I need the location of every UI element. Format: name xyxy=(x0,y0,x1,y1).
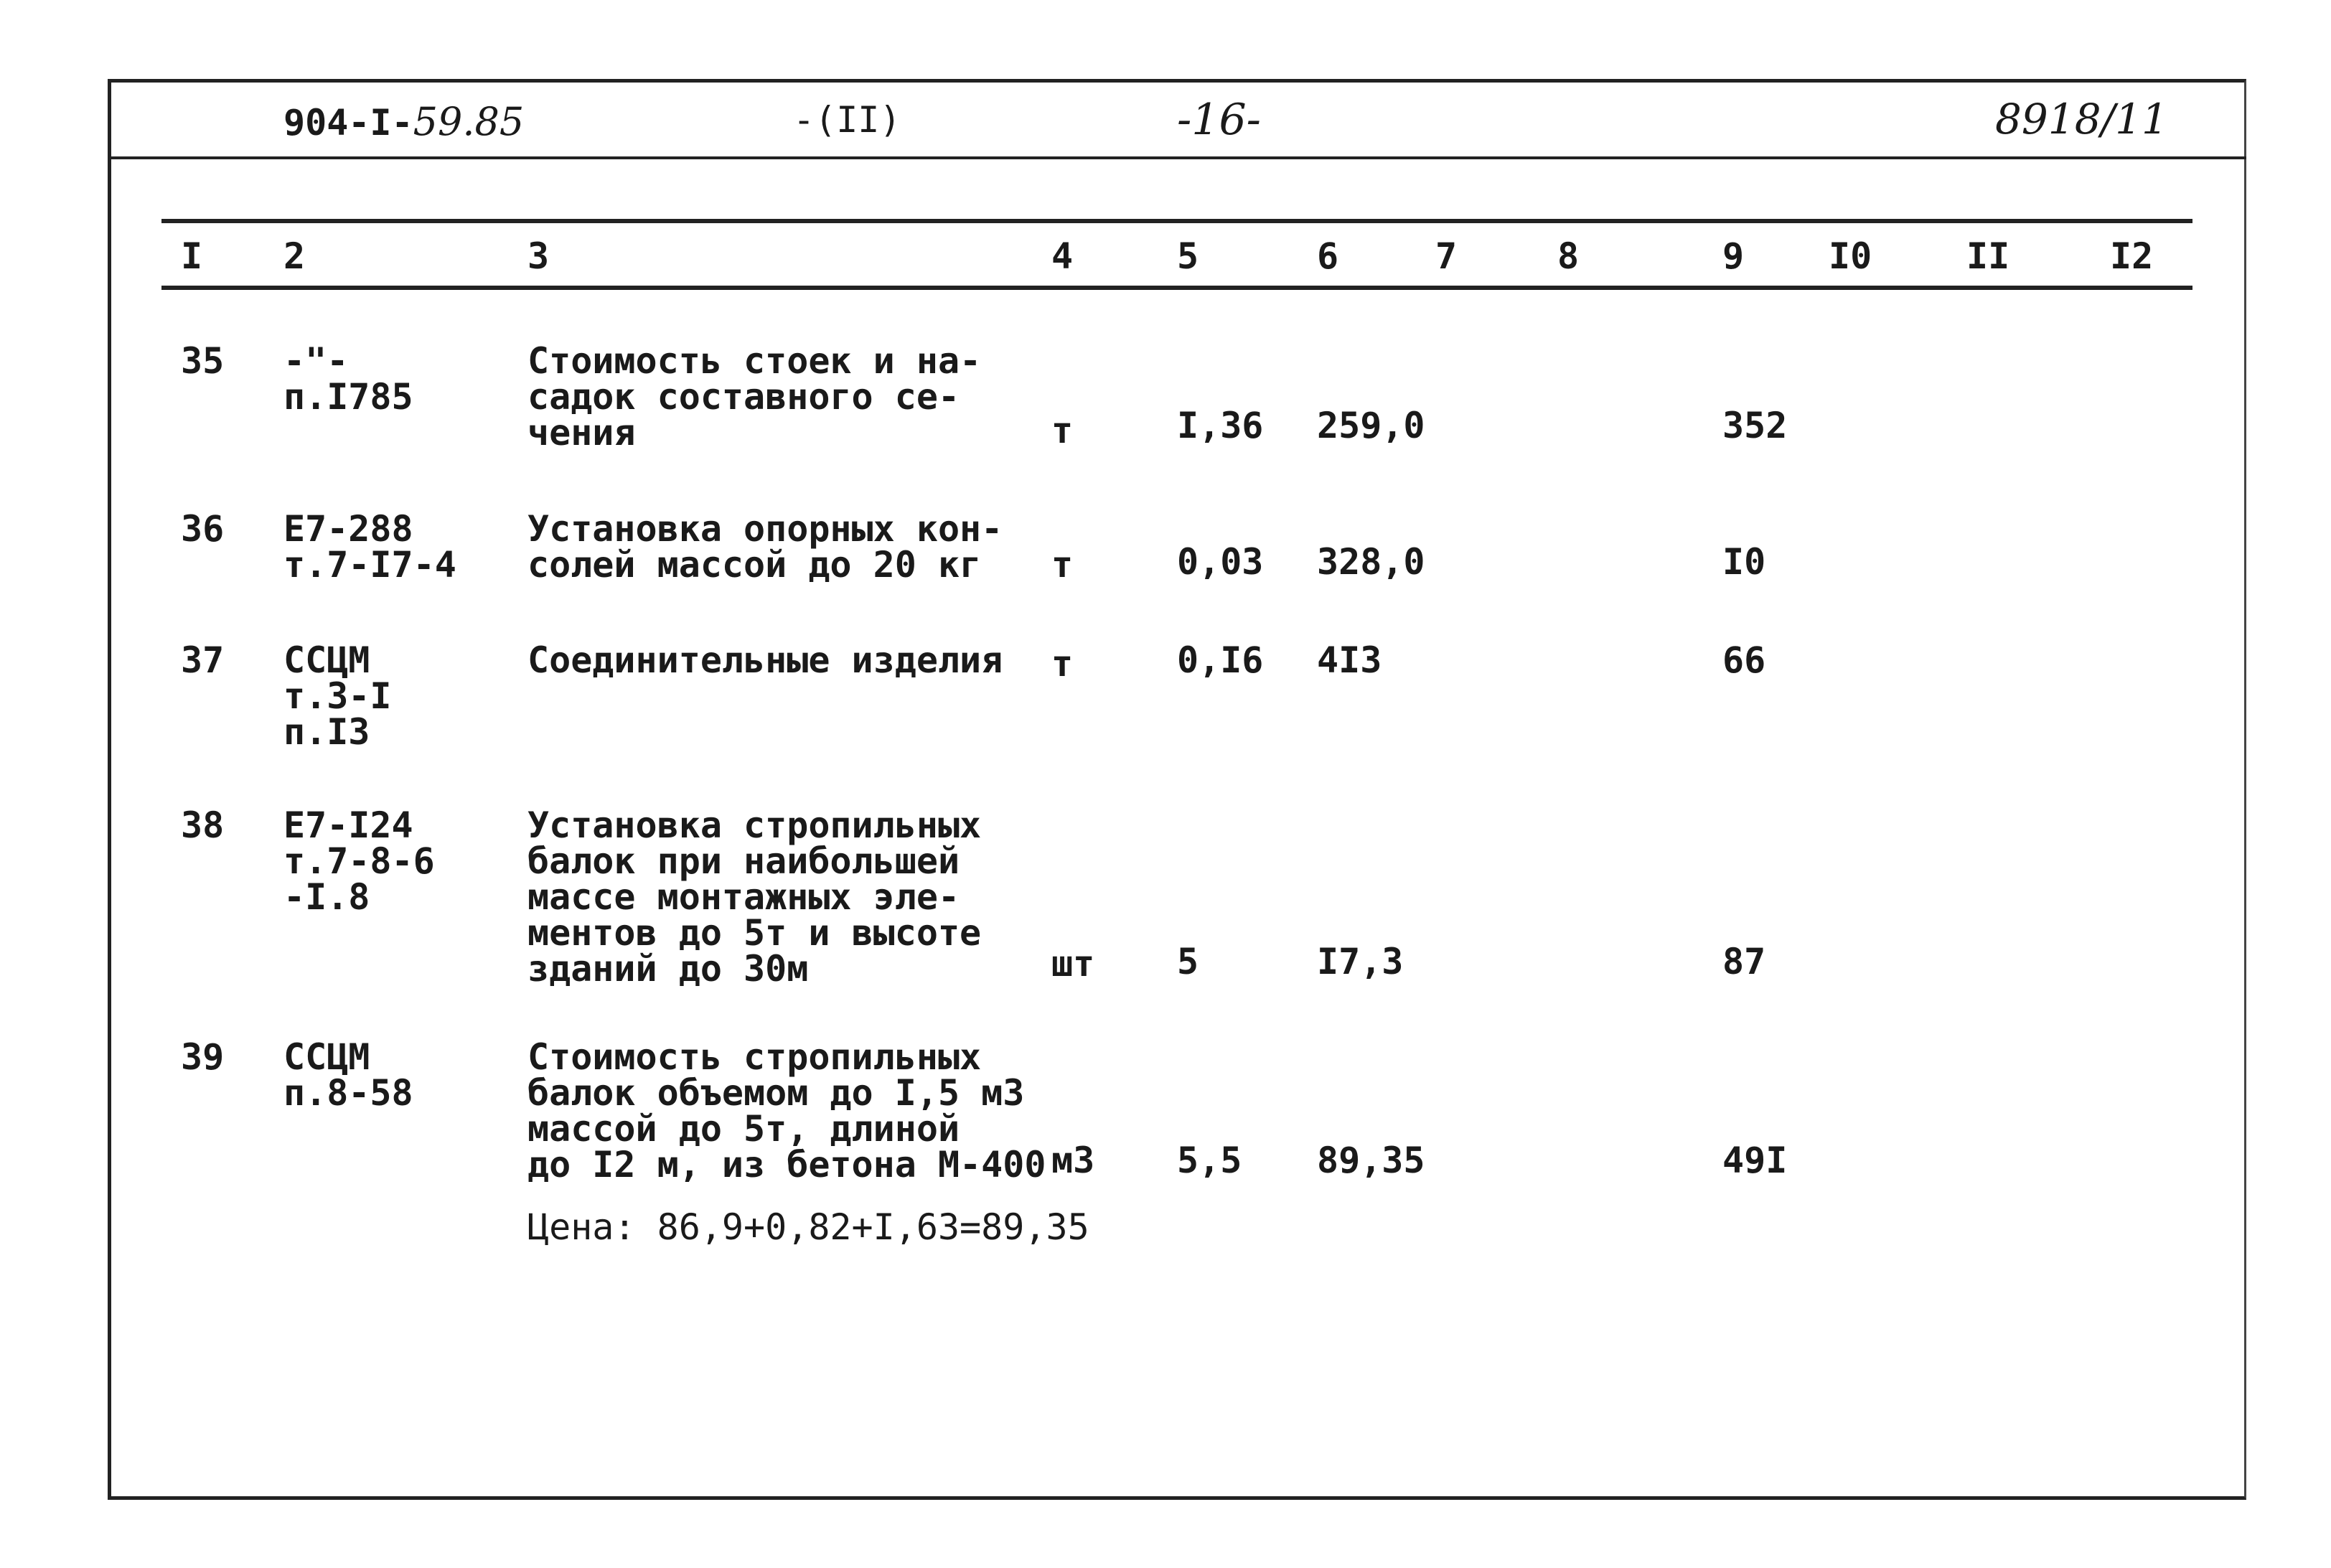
row-36-total: I0 xyxy=(1722,541,1766,583)
ref-line: п.I3 xyxy=(283,711,370,753)
row-39-ref xyxy=(283,1036,413,1114)
desc-line: Установка стропильных xyxy=(527,804,982,846)
ref-line: ССЦМ xyxy=(283,639,370,681)
col-11-header: II xyxy=(1966,235,2010,277)
row-37-ref xyxy=(283,639,392,753)
col-4-header: 4 xyxy=(1051,235,1074,277)
row-37-price: 4I3 xyxy=(1317,639,1382,681)
desc-line: садок составного се- xyxy=(527,376,960,418)
page-number: -16- xyxy=(1177,95,1261,145)
row-36-qty: 0,03 xyxy=(1177,541,1264,583)
row-36-num: 36 xyxy=(181,508,225,550)
row-36-price: 328,0 xyxy=(1317,541,1425,583)
row-39-total: 49I xyxy=(1722,1140,1788,1181)
ref-line: -I.8 xyxy=(283,876,370,918)
row-38-total: 87 xyxy=(1722,941,1766,982)
desc-line: Установка опорных кон- xyxy=(527,508,1003,550)
row-39-desc xyxy=(527,1036,1046,1186)
row-37-desc xyxy=(527,639,1003,681)
row-39-unit: м3 xyxy=(1051,1140,1095,1181)
ref-line: Е7-288 xyxy=(283,508,413,550)
desc-line: Стоимость стропильных xyxy=(527,1036,982,1078)
col-6-header: 6 xyxy=(1317,235,1339,277)
desc-line: чения xyxy=(527,412,636,454)
row-39-qty: 5,5 xyxy=(1177,1140,1242,1181)
ref-line: т.7-8-6 xyxy=(283,840,435,882)
ref-line: Е7-I24 xyxy=(283,804,413,846)
row-38-num: 38 xyxy=(181,804,225,846)
row-39-price-note: Цена: 86,9+0,82+I,63=89,35 xyxy=(527,1206,1089,1248)
row-38-qty: 5 xyxy=(1177,941,1199,982)
row-38-ref xyxy=(283,804,435,918)
row-37-num: 37 xyxy=(181,639,225,681)
row-39-price: 89,35 xyxy=(1317,1140,1425,1181)
row-35-num: 35 xyxy=(181,340,225,382)
row-35-ref xyxy=(283,340,413,418)
row-38-price: I7,3 xyxy=(1317,941,1404,982)
archive-number: 8918/11 xyxy=(1995,95,2168,144)
row-38-unit: шт xyxy=(1051,943,1095,985)
part-number: -(II) xyxy=(793,99,901,141)
col-9-header: 9 xyxy=(1722,235,1745,277)
ref-line: п.I785 xyxy=(283,376,413,418)
row-35-total: 352 xyxy=(1722,405,1788,446)
desc-line: солей массой до 20 кг xyxy=(527,544,982,586)
row-37-unit: т xyxy=(1051,643,1074,685)
ref-line: п.8-58 xyxy=(283,1072,413,1114)
ref-line: т.3-I xyxy=(283,675,392,717)
row-35-desc xyxy=(527,340,982,454)
desc-line: до I2 м, из бетона М-400 xyxy=(527,1144,1046,1186)
desc-line: массе монтажных эле- xyxy=(527,876,960,918)
ref-line: ССЦМ xyxy=(283,1036,370,1078)
doc-code-prefix: 904-I- xyxy=(283,102,413,144)
row-36-unit: т xyxy=(1051,544,1074,586)
row-38-desc xyxy=(527,804,982,990)
ref-line: -"- xyxy=(283,340,349,382)
row-35-qty: I,36 xyxy=(1177,405,1264,446)
header-rule xyxy=(108,156,2246,159)
row-36-desc xyxy=(527,508,1003,586)
col-3-header: 3 xyxy=(527,235,550,277)
col-7-header: 7 xyxy=(1435,235,1458,277)
doc-code xyxy=(283,99,524,144)
doc-code-handwritten: 59.85 xyxy=(413,99,525,144)
row-39-num: 39 xyxy=(181,1036,225,1078)
col-5-header: 5 xyxy=(1177,235,1199,277)
row-35-price: 259,0 xyxy=(1317,405,1425,446)
table-top-rule xyxy=(161,219,2192,223)
ref-line: т.7-I7-4 xyxy=(283,544,456,586)
row-37-total: 66 xyxy=(1722,639,1766,681)
table-header-rule xyxy=(161,286,2192,290)
desc-line: массой до 5т, длиной xyxy=(527,1108,960,1150)
row-36-ref xyxy=(283,508,456,586)
page-frame xyxy=(108,79,2246,1500)
col-1-header: I xyxy=(181,235,203,277)
desc-line: Соединительные изделия xyxy=(527,639,1003,681)
col-12-header: I2 xyxy=(2110,235,2154,277)
col-8-header: 8 xyxy=(1557,235,1580,277)
desc-line: балок при наибольшей xyxy=(527,840,960,882)
row-37-qty: 0,I6 xyxy=(1177,639,1264,681)
desc-line: балок объемом до I,5 м3 xyxy=(527,1072,1025,1114)
desc-line: Стоимость стоек и на- xyxy=(527,340,982,382)
desc-line: ментов до 5т и высоте xyxy=(527,912,982,954)
col-10-header: I0 xyxy=(1829,235,1872,277)
col-2-header: 2 xyxy=(283,235,306,277)
desc-line: зданий до 30м xyxy=(527,948,809,990)
row-35-unit: т xyxy=(1051,410,1074,451)
